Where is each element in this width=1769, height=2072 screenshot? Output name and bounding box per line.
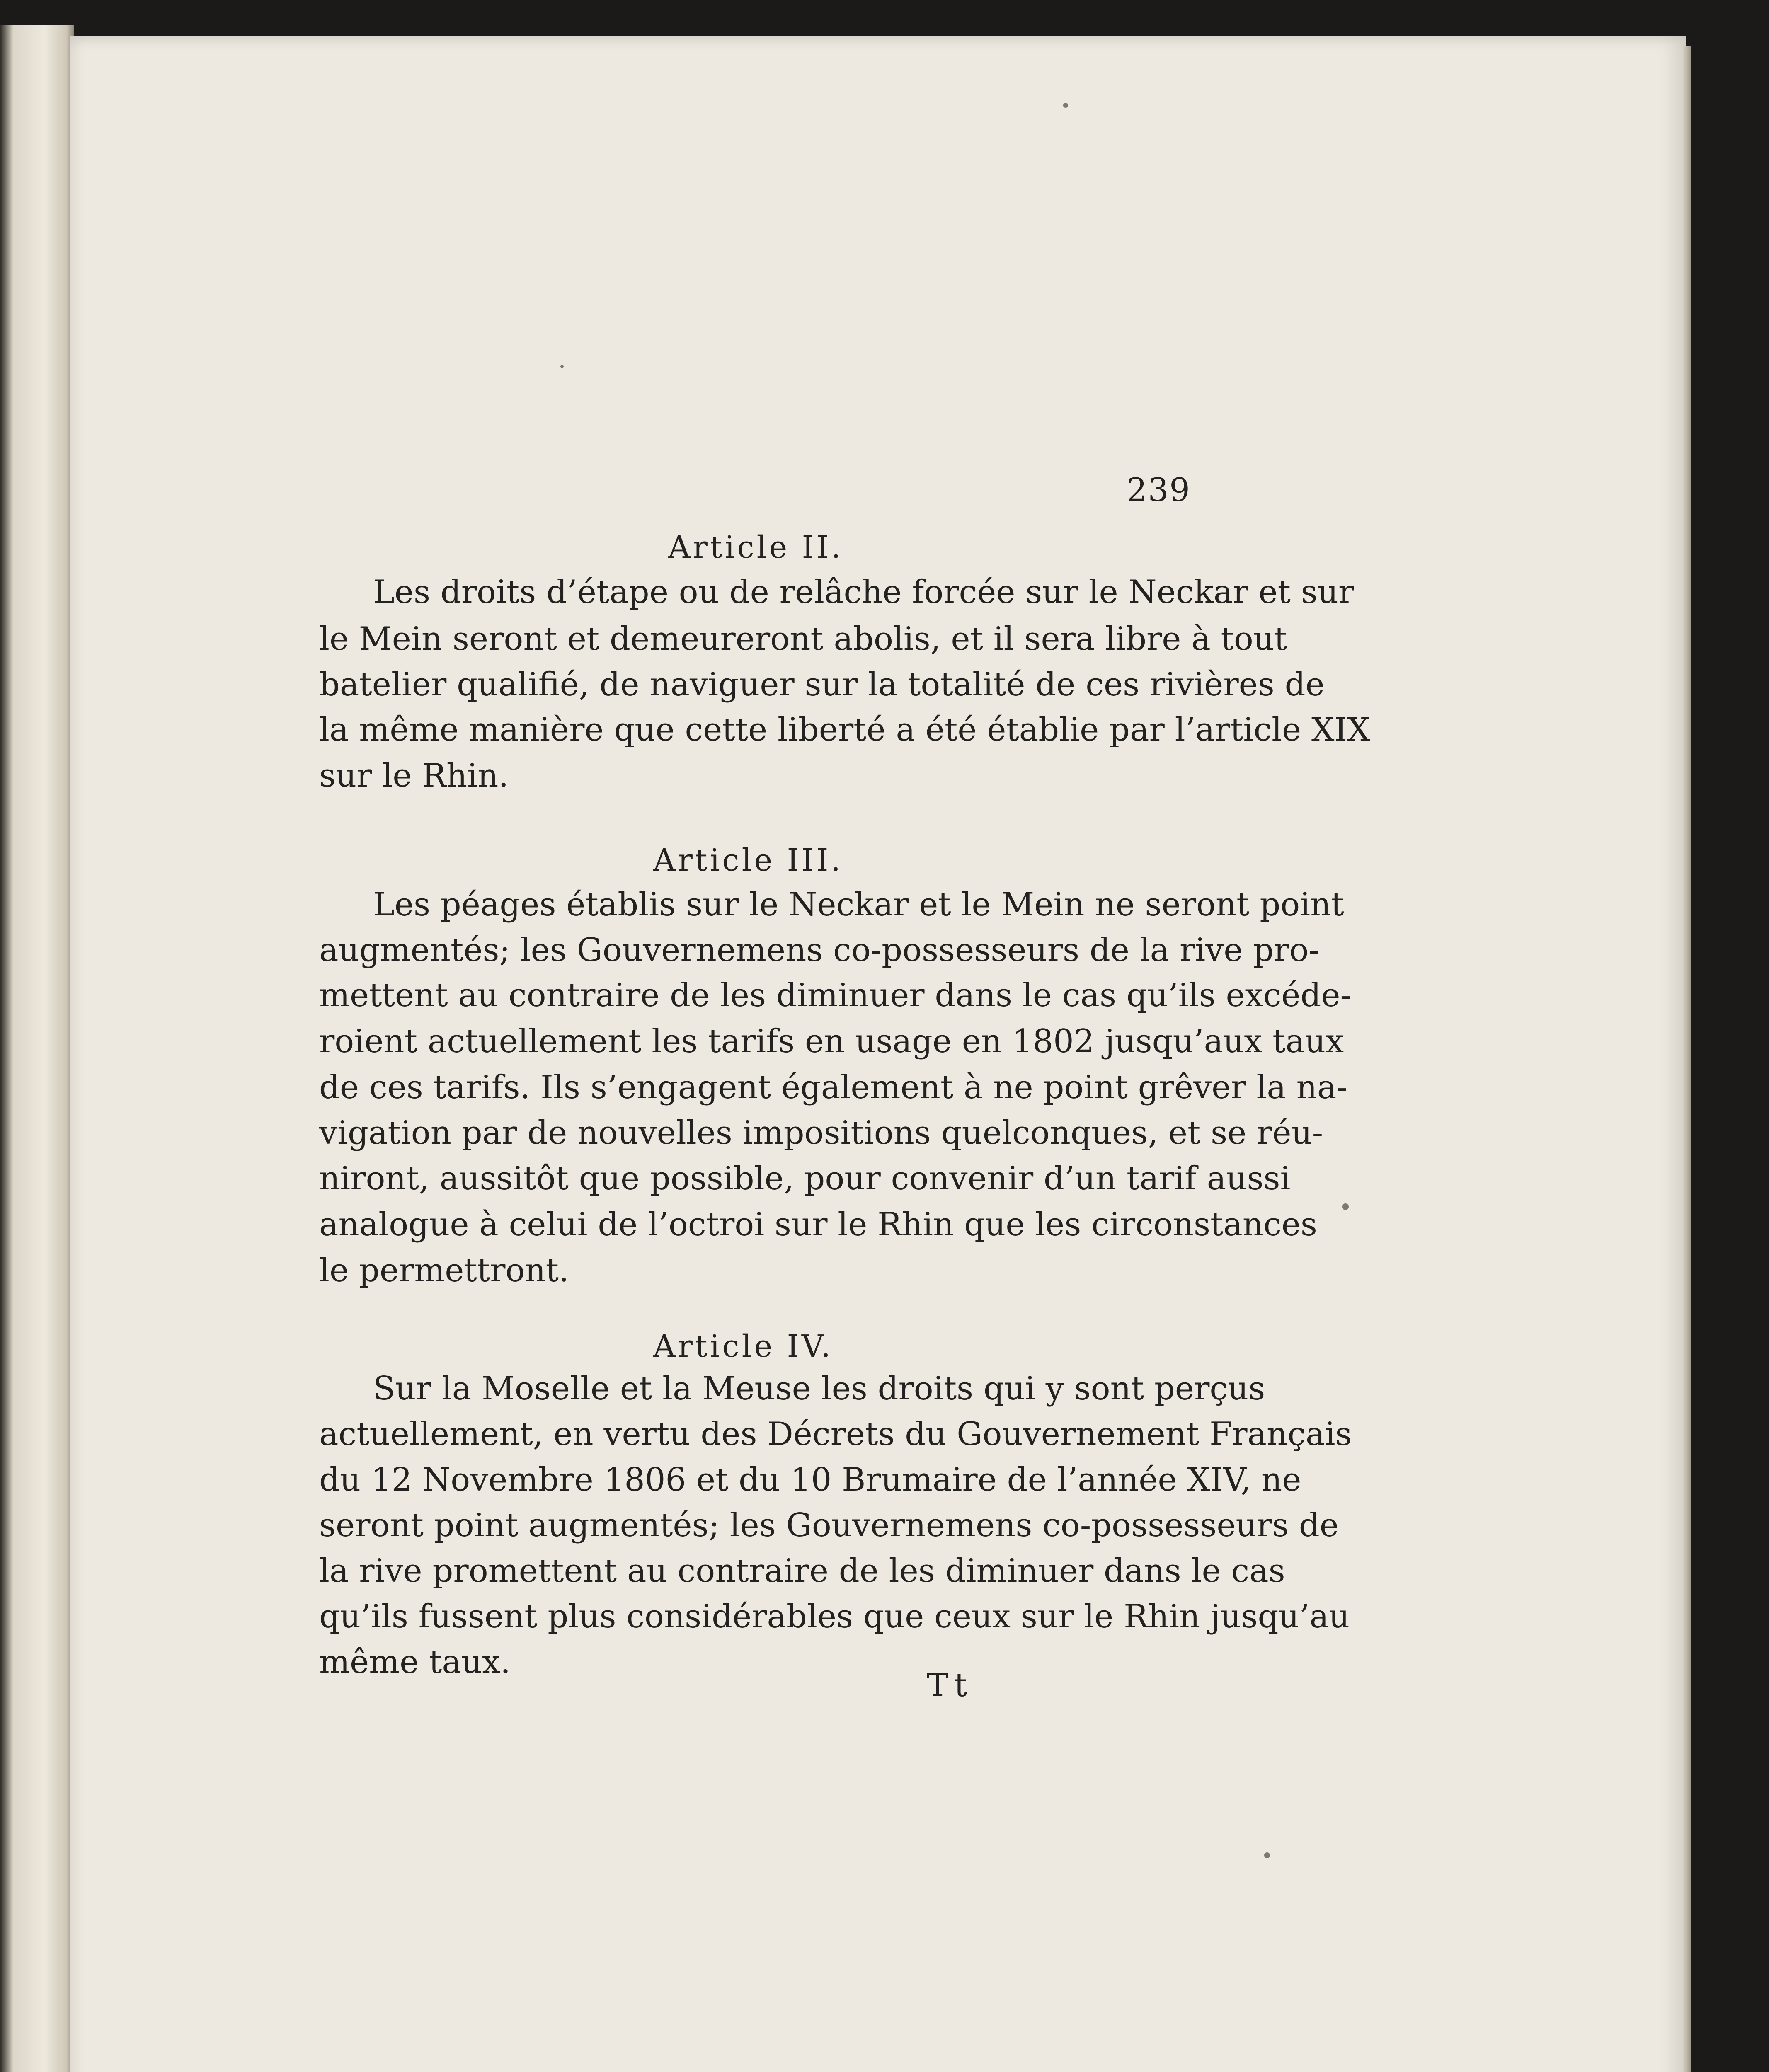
text-line: niront, aussitôt que possible, pour convenir d’un tarif aussi xyxy=(319,1160,1291,1197)
text-line: seront point augmentés; les Gouvernemens co-possesseurs de xyxy=(319,1507,1339,1544)
text-line: le Mein seront et demeureront abolis, et il sera libre à tout xyxy=(319,620,1287,658)
text-line: Sur la Moselle et la Meuse les droits qui y sont perçus xyxy=(373,1370,1265,1407)
text-line: augmentés; les Gouvernemens co-possesseurs de la rive pro- xyxy=(319,932,1320,969)
paper-speck xyxy=(560,365,564,368)
text-line: batelier qualifié, de naviguer sur la totalité de ces rivières de xyxy=(319,666,1325,703)
text-line: Les droits d’étape ou de relâche forcée sur le Neckar et sur xyxy=(373,574,1354,611)
article-heading: Article IV. xyxy=(653,1329,833,1364)
text-line: roient actuellement les tarifs en usage en 1802 jusqu’aux taux xyxy=(319,1023,1344,1060)
article-heading: Article III. xyxy=(653,842,843,878)
text-line: vigation par de nouvelles impositions quelconques, et se réu- xyxy=(319,1114,1323,1152)
text-line: la rive promettent au contraire de les diminuer dans le cas xyxy=(319,1552,1285,1590)
text-line: la même manière que cette liberté a été établie par l’article XIX xyxy=(319,711,1370,748)
paper-speck xyxy=(1264,1852,1270,1858)
paper-speck xyxy=(1342,1203,1349,1210)
paper-speck xyxy=(1063,103,1068,108)
text-line: le permettront. xyxy=(319,1252,569,1289)
facing-page-edge xyxy=(0,25,74,2072)
text-line: actuellement, en vertu des Décrets du Gouvernement Français xyxy=(319,1416,1352,1453)
page-fore-edge xyxy=(1683,46,1691,2072)
text-line: Les péages établis sur le Neckar et le Mein ne seront point xyxy=(373,886,1344,923)
text-line: du 12 Novembre 1806 et du 10 Brumaire de l’année XIV, ne xyxy=(319,1461,1301,1498)
text-line: analogue à celui de l’octroi sur le Rhin que les circonstances xyxy=(319,1206,1317,1243)
text-line: de ces tarifs. Ils s’engagent également à ne point grêver la na- xyxy=(319,1069,1347,1106)
text-line: même taux. xyxy=(319,1644,511,1681)
text-line: mettent au contraire de les diminuer dans le cas qu’ils excéde- xyxy=(319,977,1351,1014)
article-heading: Article II. xyxy=(668,530,843,565)
text-line: sur le Rhin. xyxy=(319,757,509,794)
page-number: 239 xyxy=(1127,472,1191,509)
signature-mark: Tt xyxy=(927,1667,973,1704)
text-line: qu’ils fussent plus considérables que ceux sur le Rhin jusqu’au xyxy=(319,1598,1350,1635)
